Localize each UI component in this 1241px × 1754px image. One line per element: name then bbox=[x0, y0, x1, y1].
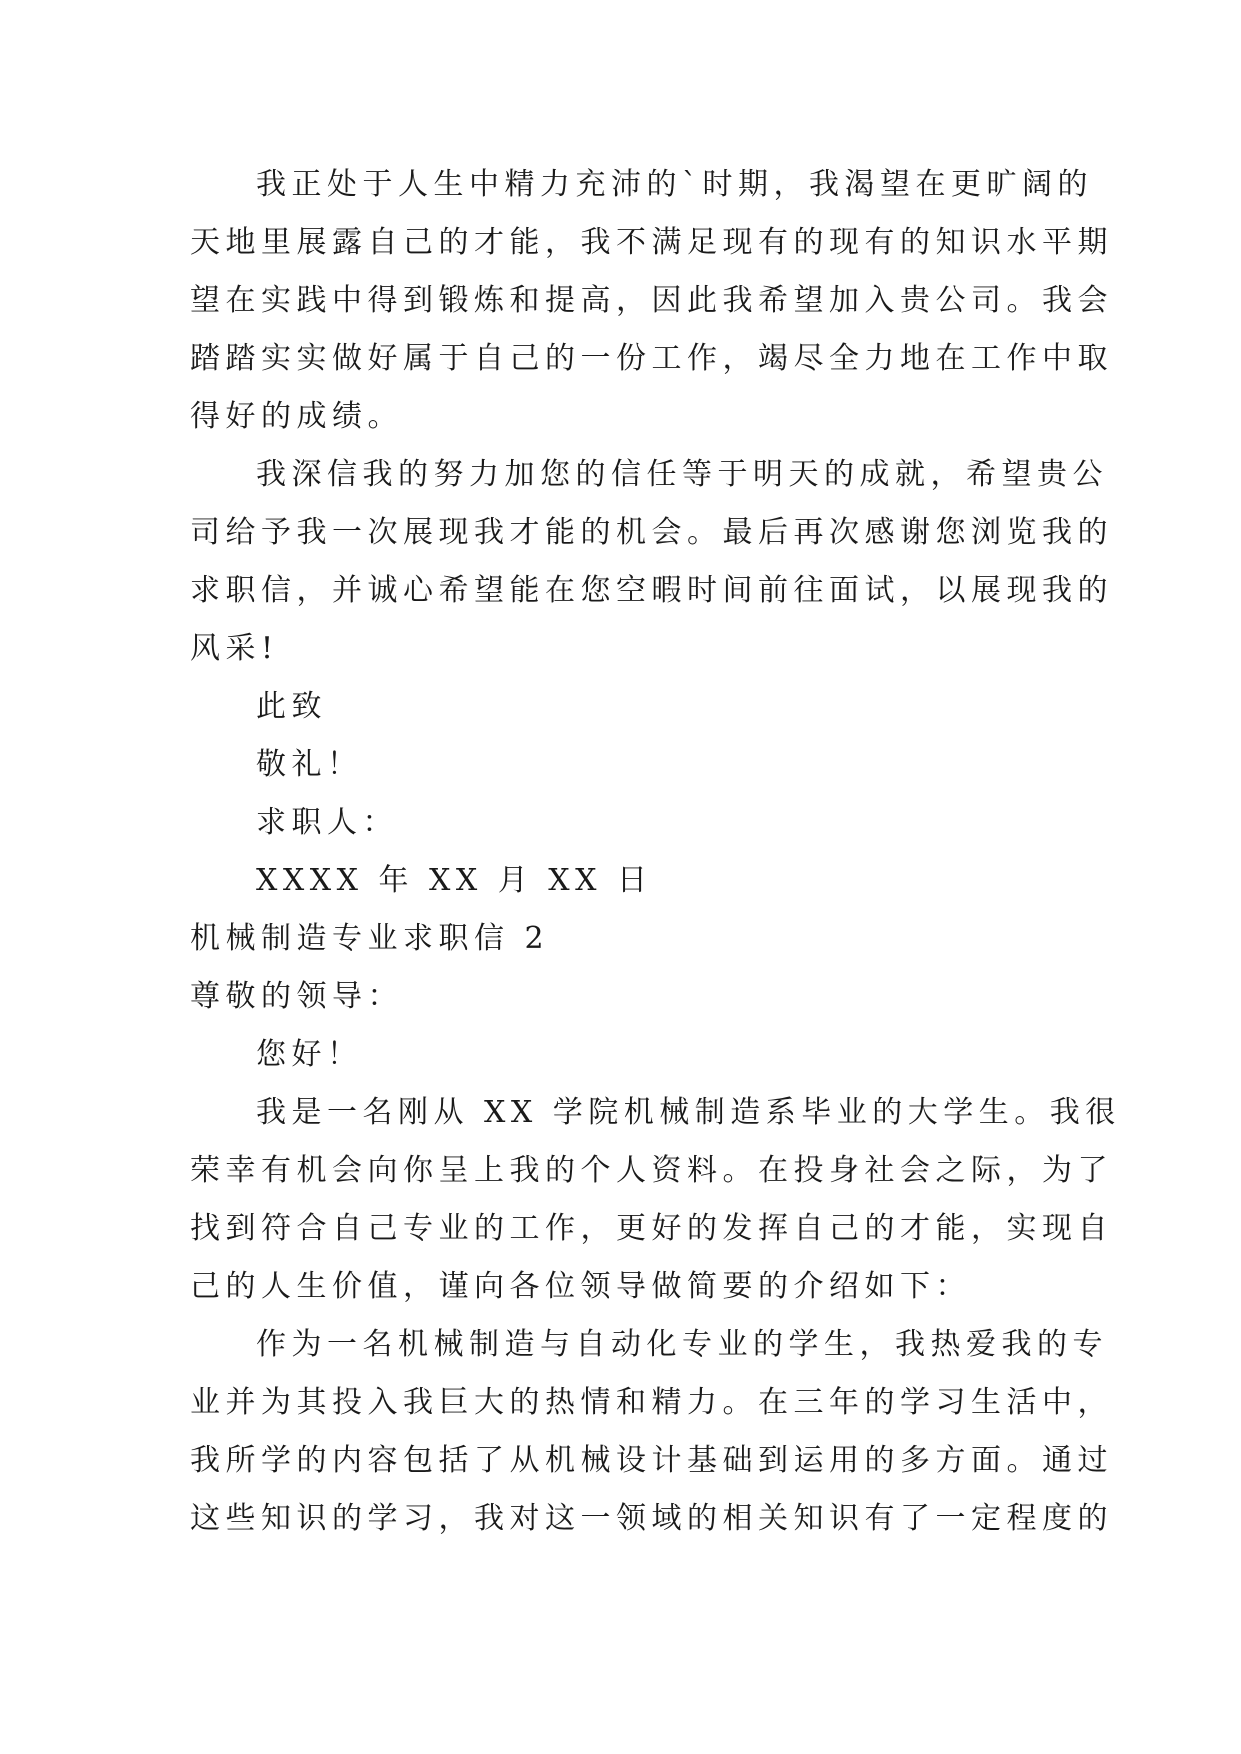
greeting-hello: 您好！ bbox=[256, 1037, 363, 1072]
date-line: XXXX 年 XX 月 XX 日 bbox=[256, 863, 653, 898]
section-title: 机械制造专业求职信 2 bbox=[190, 921, 550, 956]
body-text-line: 荣幸有机会向你呈上我的个人资料。在投身社会之际，为了 bbox=[190, 1153, 1113, 1188]
body-text-line: 得好的成绩。 bbox=[190, 399, 403, 434]
body-text-line: 风采! bbox=[190, 631, 279, 666]
body-text-line: 天地里展露自己的才能，我不满足现有的现有的知识水平期 bbox=[190, 225, 1113, 260]
closing-regards: 敬礼！ bbox=[256, 747, 363, 782]
body-text-line: 求职信，并诚心希望能在您空暇时间前往面试，以展现我的 bbox=[190, 573, 1113, 608]
body-text-line: 业并为其投入我巨大的热情和精力。在三年的学习生活中， bbox=[190, 1385, 1113, 1420]
body-text-line: 我正处于人生中精力充沛的`时期，我渴望在更旷阔的 bbox=[256, 167, 1093, 202]
signature-label: 求职人： bbox=[256, 805, 398, 840]
body-text-line: 司给予我一次展现我才能的机会。最后再次感谢您浏览我的 bbox=[190, 515, 1113, 550]
body-text-line: 望在实践中得到锻炼和提高，因此我希望加入贵公司。我会 bbox=[190, 283, 1113, 318]
closing-salutation: 此致 bbox=[256, 689, 327, 724]
greeting-recipient: 尊敬的领导： bbox=[190, 979, 403, 1014]
body-text-line: 我深信我的努力加您的信任等于明天的成就，希望贵公 bbox=[256, 457, 1108, 492]
body-text-line: 我是一名刚从 XX 学院机械制造系毕业的大学生。我很 bbox=[256, 1095, 1121, 1130]
body-text-line: 我所学的内容包括了从机械设计基础到运用的多方面。通过 bbox=[190, 1443, 1113, 1478]
body-text-line: 这些知识的学习，我对这一领域的相关知识有了一定程度的 bbox=[190, 1501, 1113, 1536]
body-text-line: 己的人生价值，谨向各位领导做简要的介绍如下： bbox=[190, 1269, 971, 1304]
body-text-line: 找到符合自己专业的工作，更好的发挥自己的才能，实现自 bbox=[190, 1211, 1113, 1246]
body-text-line: 踏踏实实做好属于自己的一份工作，竭尽全力地在工作中取 bbox=[190, 341, 1113, 376]
body-text-line: 作为一名机械制造与自动化专业的学生，我热爱我的专 bbox=[256, 1327, 1108, 1362]
